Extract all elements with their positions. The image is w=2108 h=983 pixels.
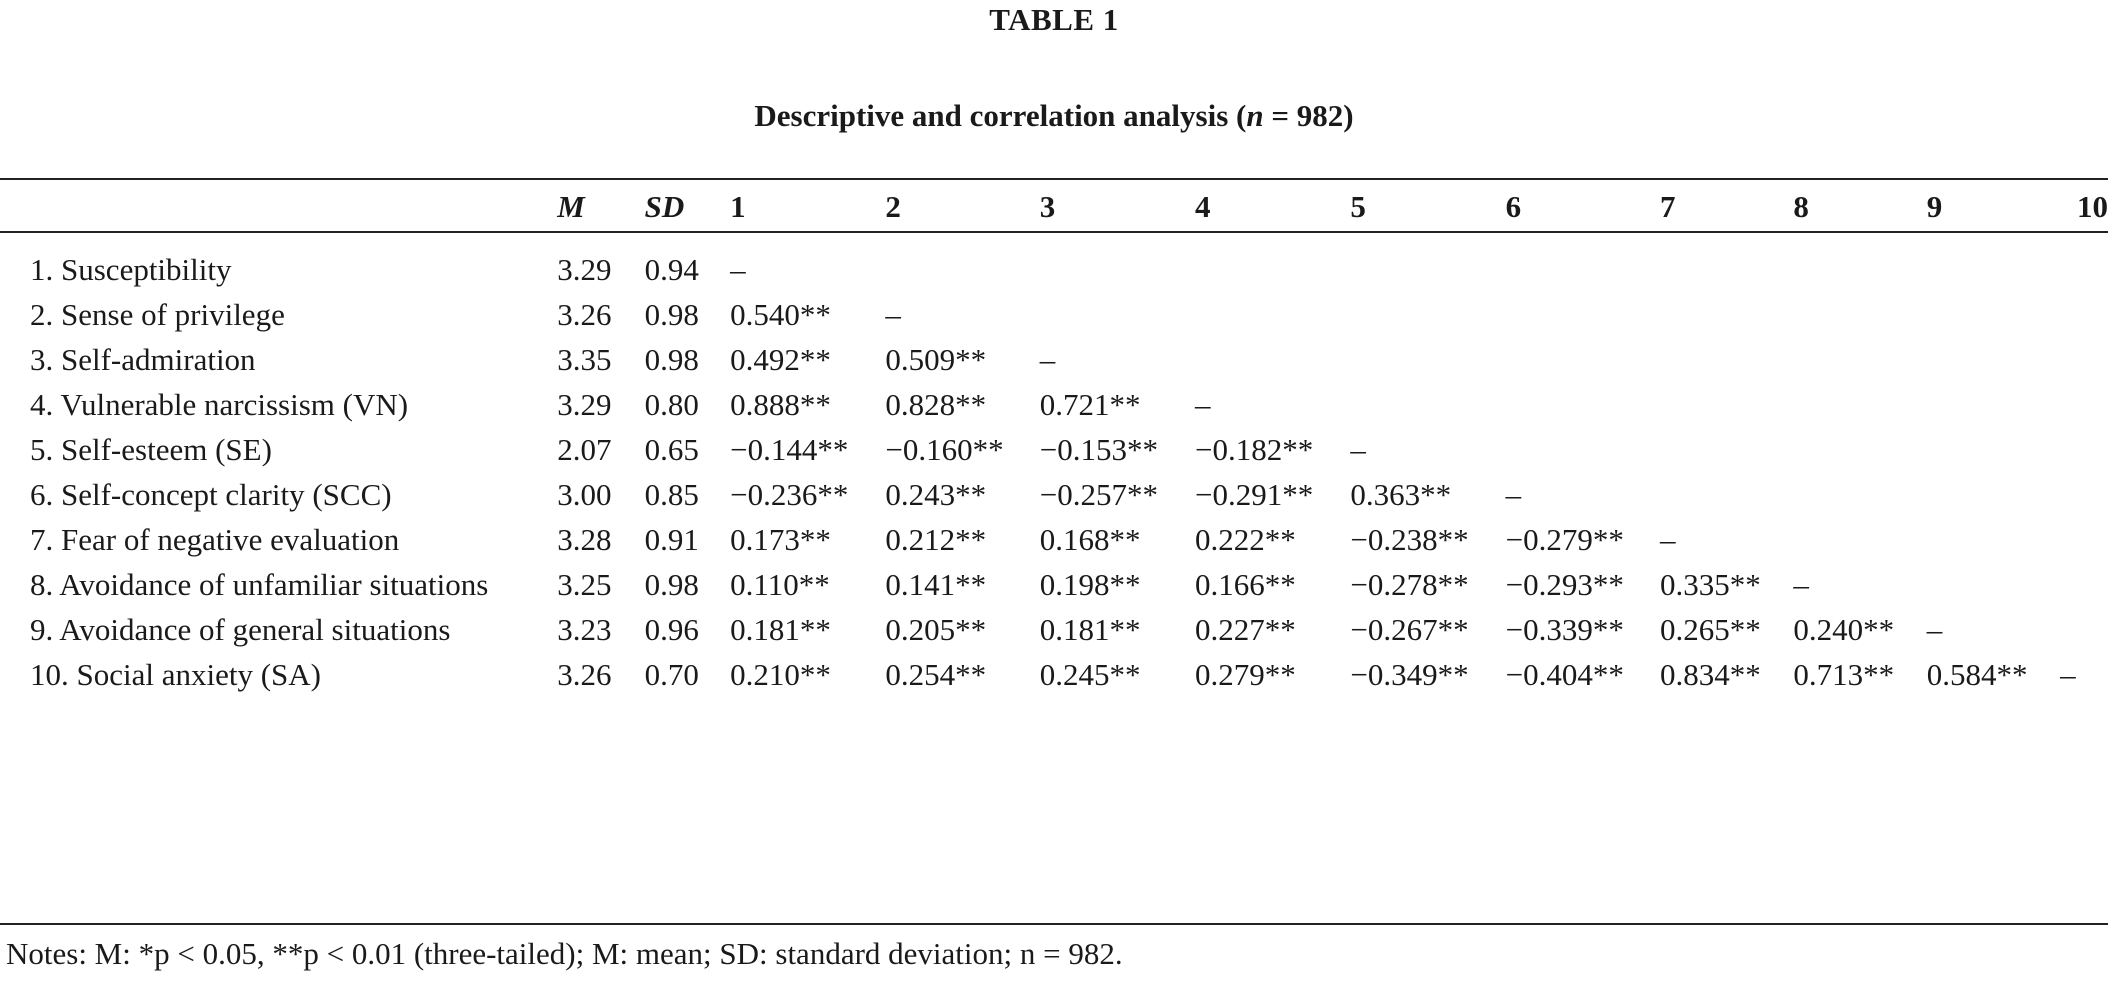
correlation-cell [1195, 337, 1350, 382]
table-row [0, 517, 2108, 562]
correlation-cell [2060, 337, 2108, 382]
table-row [0, 292, 2108, 337]
col-header-sd: SD [644, 189, 685, 224]
correlation-cell [1927, 292, 2060, 337]
correlation-cell [1927, 382, 2060, 427]
correlation-cell [1506, 292, 1660, 337]
correlation-cell [1660, 472, 1793, 517]
correlation-cell [1040, 233, 1195, 292]
correlation-cell: 0.254** [885, 657, 987, 692]
correlation-cell: −0.257** [1039, 477, 1158, 512]
correlation-cell [1927, 337, 2060, 382]
correlation-cell [1927, 472, 2060, 517]
col-header-2: 2 [885, 189, 901, 224]
row-label: 9. Avoidance of general situations [30, 612, 451, 647]
col-header-5: 5 [1350, 189, 1366, 224]
correlation-cell [1793, 292, 1926, 337]
sd-cell: 0.80 [644, 387, 699, 422]
col-header-4: 4 [1195, 189, 1211, 224]
correlation-cell: 0.212** [885, 522, 987, 557]
col-header-7: 7 [1660, 189, 1676, 224]
table-row [0, 233, 2108, 292]
col-header-10: 10 [2077, 189, 2108, 224]
sd-cell: 0.70 [644, 657, 699, 692]
correlation-cell: 0.181** [730, 612, 831, 647]
correlation-cell: −0.278** [1350, 567, 1469, 602]
correlation-cell: −0.144** [730, 432, 849, 467]
row-label: 8. Avoidance of unfamiliar situations [30, 567, 489, 602]
correlation-cell: 0.509** [885, 342, 987, 377]
correlation-cell [1660, 337, 1793, 382]
sd-cell: 0.98 [644, 297, 699, 332]
sd-cell: 0.85 [644, 477, 699, 512]
correlation-cell: 0.168** [1039, 522, 1141, 557]
mean-cell: 3.26 [557, 657, 612, 692]
row-label: 6. Self-concept clarity (SCC) [30, 477, 392, 512]
mean-cell: 3.35 [557, 342, 612, 377]
correlation-cell: −0.339** [1505, 612, 1624, 647]
row-label: 4. Vulnerable narcissism (VN) [30, 387, 409, 422]
correlation-cell [1506, 337, 1660, 382]
correlation-cell [1793, 337, 1926, 382]
correlation-cell [1350, 233, 1505, 292]
correlation-cell: 0.335** [1660, 567, 1761, 602]
row-label: 1. Susceptibility [30, 252, 232, 287]
row-label: 5. Self-esteem (SE) [30, 432, 272, 467]
row-label: 10. Social anxiety (SA) [30, 657, 322, 692]
mean-cell: 3.26 [557, 297, 612, 332]
correlation-cell [1927, 233, 2060, 292]
correlation-cell: −0.182** [1195, 432, 1314, 467]
correlation-cell: 0.166** [1195, 567, 1296, 602]
correlation-cell: −0.267** [1350, 612, 1469, 647]
correlation-cell: 0.540** [730, 297, 831, 332]
correlation-cell: – [1660, 522, 1676, 557]
col-header-1: 1 [730, 189, 746, 224]
correlation-cell: – [1039, 342, 1056, 377]
correlation-cell [1506, 427, 1660, 472]
correlation-cell: 0.834** [1660, 657, 1761, 692]
sd-cell: 0.94 [644, 252, 699, 287]
correlation-cell: 0.141** [885, 567, 987, 602]
correlation-cell: – [1350, 432, 1366, 467]
sd-cell: 0.98 [644, 342, 699, 377]
correlation-cell: 0.222** [1195, 522, 1296, 557]
correlation-cell: 0.110** [730, 567, 830, 602]
correlation-cell: 0.828** [885, 387, 987, 422]
bottom-rule [0, 923, 2108, 925]
correlation-cell [1793, 427, 1926, 472]
correlation-cell: −0.293** [1505, 567, 1624, 602]
correlation-cell [1660, 427, 1793, 472]
correlation-cell: −0.404** [1505, 657, 1624, 692]
correlation-cell: – [885, 297, 901, 332]
table-row [0, 562, 2108, 607]
col-header-8: 8 [1793, 189, 1809, 224]
correlation-cell [1793, 382, 1926, 427]
correlation-cell: 0.181** [1039, 612, 1141, 647]
correlation-cell: 0.243** [885, 477, 987, 512]
correlation-cell: 0.265** [1660, 612, 1761, 647]
correlation-cell: 0.713** [1793, 657, 1895, 692]
correlation-cell [1040, 292, 1195, 337]
correlation-cell: 0.210** [730, 657, 831, 692]
sd-cell: 0.65 [644, 432, 699, 467]
correlation-cell: 0.279** [1195, 657, 1296, 692]
mean-cell: 3.00 [557, 477, 612, 512]
correlation-cell: 0.227** [1195, 612, 1296, 647]
correlation-cell: −0.160** [885, 432, 1004, 467]
n-symbol: n [1246, 98, 1264, 133]
correlation-cell [1350, 382, 1505, 427]
correlation-cell [1350, 292, 1505, 337]
correlation-cell [2060, 562, 2108, 607]
sd-cell: 0.91 [644, 522, 699, 557]
correlation-cell: – [1793, 567, 1809, 602]
correlation-cell [1927, 427, 2060, 472]
table-notes: Notes: M: *p < 0.05, **p < 0.01 (three-tailed); M: mean; SD: standard deviation; n = 982. [6, 936, 1123, 971]
correlation-cell [1793, 472, 1926, 517]
correlation-cell [1660, 382, 1793, 427]
table-title: Descriptive and correlation analysis (n = 982) [754, 98, 1354, 133]
correlation-cell: 0.492** [730, 342, 831, 377]
correlation-cell [2060, 472, 2108, 517]
correlation-cell: 0.363** [1350, 477, 1452, 512]
col-header-6: 6 [1505, 189, 1522, 224]
correlation-cell [2060, 607, 2108, 652]
row-label: 7. Fear of negative evaluation [30, 522, 400, 557]
correlation-cell [1506, 382, 1660, 427]
mean-cell: 3.23 [557, 612, 612, 647]
correlation-cell [1660, 292, 1793, 337]
sd-cell: 0.98 [644, 567, 699, 602]
correlation-cell: −0.291** [1195, 477, 1314, 512]
correlation-cell: – [2060, 657, 2076, 692]
correlation-cell [1195, 233, 1350, 292]
correlation-cell: 0.198** [1039, 567, 1141, 602]
correlation-table [0, 180, 2108, 697]
correlation-cell: −0.349** [1350, 657, 1469, 692]
row-label: 2. Sense of privilege [30, 297, 285, 332]
correlation-cell: – [1195, 387, 1211, 422]
table-row [0, 652, 2108, 697]
correlation-cell [1927, 562, 2060, 607]
col-header-9: 9 [1926, 189, 1943, 224]
sd-cell: 0.96 [644, 612, 699, 647]
correlation-cell: 0.888** [730, 387, 831, 422]
correlation-cell [2060, 382, 2108, 427]
table-row [0, 607, 2108, 652]
correlation-cell: – [1505, 477, 1522, 512]
table-row [0, 337, 2108, 382]
correlation-cell [1350, 337, 1505, 382]
correlation-cell: 0.245** [1039, 657, 1141, 692]
correlation-cell: – [730, 252, 746, 287]
correlation-cell [1927, 517, 2060, 562]
correlation-cell [1195, 292, 1350, 337]
col-header-variable [0, 180, 557, 233]
correlation-cell [2060, 233, 2108, 292]
col-header-3: 3 [1039, 189, 1056, 224]
table-row [0, 472, 2108, 517]
col-header-mean: M [557, 189, 585, 224]
mean-cell: 3.29 [557, 387, 612, 422]
correlation-cell [2060, 292, 2108, 337]
correlation-cell [885, 233, 1039, 292]
correlation-cell: 0.240** [1793, 612, 1895, 647]
correlation-cell [2060, 427, 2108, 472]
correlation-cell [1506, 233, 1660, 292]
mean-cell: 3.29 [557, 252, 612, 287]
correlation-cell: −0.279** [1505, 522, 1624, 557]
correlation-cell [1793, 517, 1926, 562]
correlation-cell: 0.721** [1039, 387, 1141, 422]
correlation-cell [2060, 517, 2108, 562]
correlation-cell: 0.584** [1926, 657, 2028, 692]
table-row [0, 427, 2108, 472]
correlation-cell: −0.236** [730, 477, 849, 512]
correlation-cell: 0.205** [885, 612, 987, 647]
mean-cell: 3.25 [557, 567, 612, 602]
header-row [0, 180, 2108, 233]
correlation-cell: −0.238** [1350, 522, 1469, 557]
row-label: 3. Self-admiration [30, 342, 256, 377]
mean-cell: 3.28 [557, 522, 612, 557]
correlation-cell [1793, 233, 1926, 292]
mean-cell: 2.07 [557, 432, 612, 467]
correlation-cell [1660, 233, 1793, 292]
table-row [0, 382, 2108, 427]
correlation-cell: – [1926, 612, 1943, 647]
table-label: TABLE 1 [989, 2, 1119, 37]
correlation-cell: −0.153** [1039, 432, 1158, 467]
correlation-cell: 0.173** [730, 522, 831, 557]
